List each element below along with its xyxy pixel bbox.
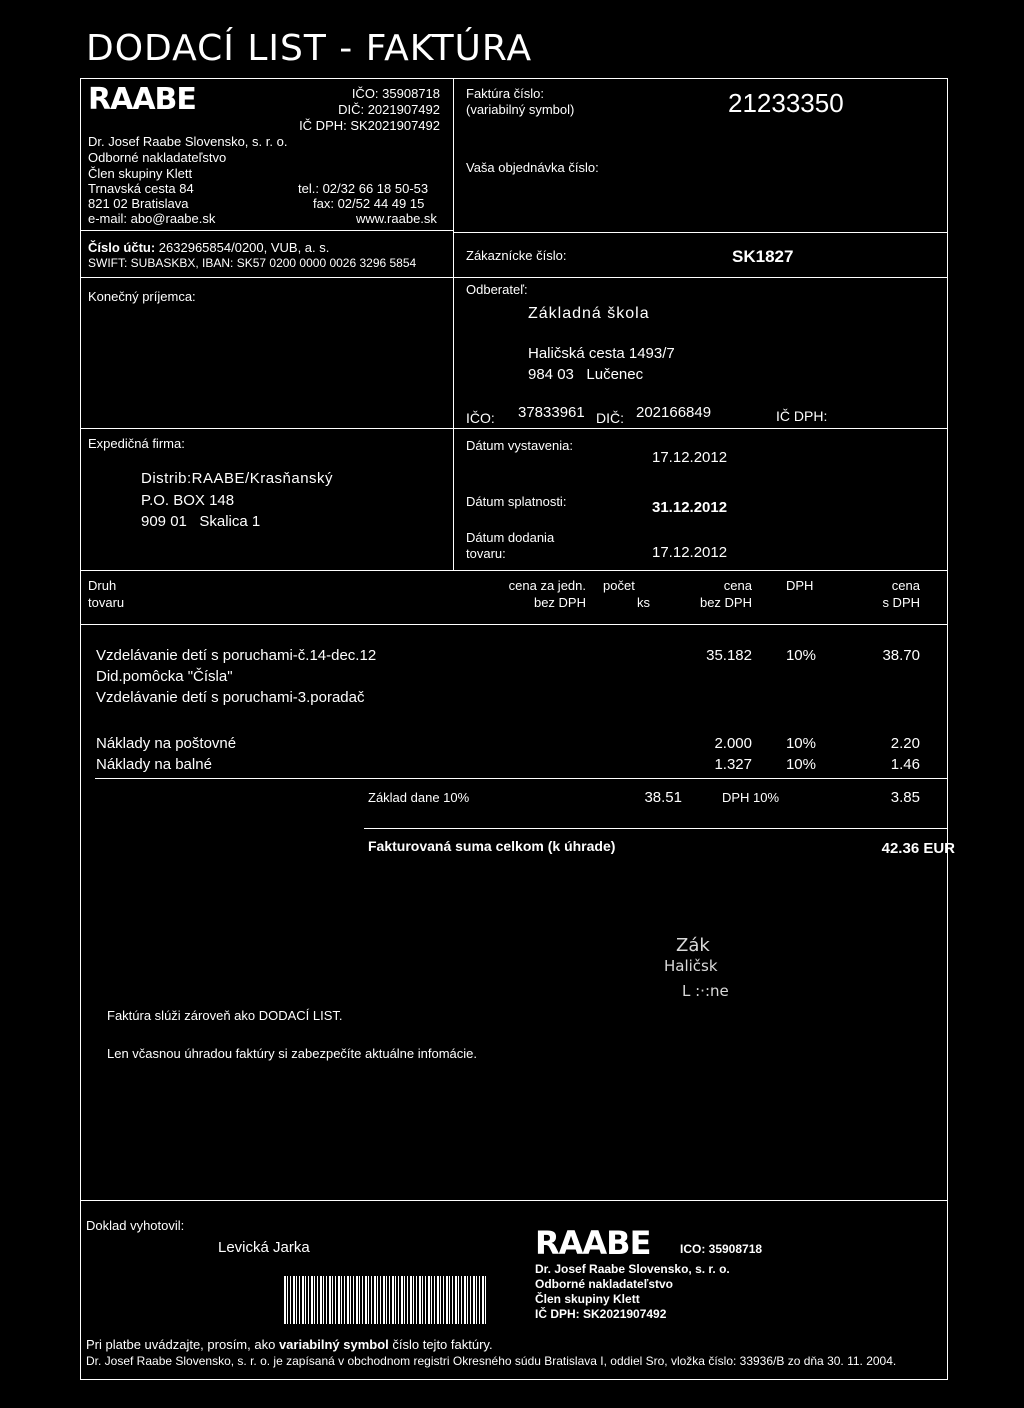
divider <box>80 624 948 625</box>
fee-gross: 1.46 <box>890 756 920 773</box>
divider <box>80 570 948 571</box>
customer-number-label: Zákaznícke číslo: <box>466 248 567 263</box>
customer-label: Odberateľ: <box>466 282 528 297</box>
item-net: 35.182 <box>706 647 752 664</box>
footer-ico: ICO: 35908718 <box>680 1242 763 1256</box>
item-desc: Vzdelávanie detí s poruchami-č.14-dec.12 <box>96 647 377 664</box>
delivery-date-label-1: Dátum dodania <box>466 530 555 545</box>
payment-hint <box>86 1337 493 1352</box>
invoice-frame <box>80 78 948 1380</box>
raabe-logo: RAABE <box>535 1224 651 1262</box>
payment-hint-text: Pri platbe uvádzajte, prosím, ako <box>86 1337 279 1352</box>
divider <box>80 277 948 278</box>
item-gross: 38.70 <box>882 647 920 664</box>
col-qty-1: počet <box>603 578 635 593</box>
divider <box>453 232 948 233</box>
footer-company: Dr. Josef Raabe Slovensko, s. r. o. <box>535 1262 730 1276</box>
supplier-dic: DIČ: 2021907492 <box>338 102 440 117</box>
vat-value: 3.85 <box>890 789 920 806</box>
issued-by: Levická Jarka <box>218 1239 310 1256</box>
vat-label: DPH 10% <box>722 790 780 805</box>
register-note: Dr. Josef Raabe Slovensko, s. r. o. je zapísaná v obchodnom registri Okresného súdu Bratislava I, oddiel Sro, vložka číslo: 33936/B zo dňa 30. 11. 2004. <box>86 1354 897 1368</box>
supplier-tel: tel.: 02/32 66 18 50-53 <box>298 181 429 196</box>
final-recipient-label: Konečný príjemca: <box>88 289 196 304</box>
fee-desc: Náklady na poštovné <box>96 735 237 752</box>
payment-note: Len včasnou úhradou faktúry si zabezpečíte aktuálne infomácie. <box>107 1046 478 1061</box>
item-desc: Did.pomôcka "Čísla" <box>96 668 233 685</box>
col-unit-1: cena za jedn. <box>508 578 586 593</box>
supplier-city: 821 02 Bratislava <box>88 196 189 211</box>
col-vat-1: DPH <box>786 578 814 593</box>
customer-dic: 202166849 <box>636 404 712 421</box>
variable-symbol-label: (variabilný symbol) <box>466 102 575 117</box>
fee-vat: 10% <box>785 756 816 773</box>
document-title: DODACÍ LIST - FAKTÚRA <box>86 28 533 69</box>
col-net-1: cena <box>723 578 752 593</box>
due-date-label: Dátum splatnosti: <box>466 494 567 509</box>
issue-date: 17.12.2012 <box>652 449 728 466</box>
barcode <box>284 1276 486 1324</box>
raabe-logo: RAABE <box>88 82 196 117</box>
col-unit-2: bez DPH <box>533 595 586 610</box>
item-desc: Vzdelávanie detí s poruchami-3.poradač <box>96 689 365 706</box>
supplier-line2: Odborné nakladateľstvo <box>88 150 227 165</box>
delivery-note: Faktúra slúži zároveň ako DODACÍ LIST. <box>107 1008 343 1023</box>
customer-ico: 37833961 <box>518 404 585 421</box>
col-goods-1: Druh <box>88 578 117 593</box>
customer-street: Haličská cesta 1493/7 <box>528 345 675 362</box>
tax-base-value: 38.51 <box>644 789 682 806</box>
swift-iban: SWIFT: SUBASKBX, IBAN: SK57 0200 0000 0026 3296 5854 <box>88 256 417 270</box>
payment-hint-bold: variabilný symbol <box>278 1337 389 1352</box>
divider <box>95 778 947 779</box>
stamp-line1: Zák <box>676 935 710 956</box>
customer-ico-label: IČO: <box>466 410 495 426</box>
invoice-number-label: Faktúra číslo: <box>466 86 545 101</box>
payment-hint-text: číslo tejto faktúry. <box>388 1337 493 1352</box>
shipping-city: 909 01 Skalica 1 <box>141 513 261 530</box>
fee-desc: Náklady na balné <box>96 756 212 773</box>
customer-city: 984 03 Lučenec <box>528 366 644 383</box>
account-row <box>88 240 329 255</box>
divider <box>364 828 947 829</box>
delivery-date: 17.12.2012 <box>652 544 728 561</box>
item-vat: 10% <box>785 647 816 664</box>
fee-net: 2.000 <box>714 735 752 752</box>
supplier-line3: Člen skupiny Klett <box>88 166 193 181</box>
supplier-street: Trnavská cesta 84 <box>88 181 194 196</box>
footer-line2: Odborné nakladateľstvo <box>535 1277 673 1291</box>
col-goods-2: tovaru <box>88 595 125 610</box>
fee-net: 1.327 <box>714 756 752 773</box>
total-value: 42.36 EUR <box>881 840 955 857</box>
due-date: 31.12.2012 <box>652 499 728 516</box>
account-number: 2632965854/0200, VUB, a. s. <box>158 240 330 255</box>
total-label: Fakturovaná suma celkom (k úhrade) <box>368 838 616 854</box>
customer-name: Základná škola <box>528 305 650 322</box>
shipping-name: Distrib:RAABE/Krasňanský <box>141 470 334 487</box>
divider <box>80 1200 948 1201</box>
col-gross-1: cena <box>891 578 920 593</box>
fee-gross: 2.20 <box>890 735 920 752</box>
supplier-name: Dr. Josef Raabe Slovensko, s. r. o. <box>88 134 288 149</box>
shipping-label: Expedičná firma: <box>88 436 185 451</box>
customer-dic-label: DIČ: <box>596 410 624 426</box>
divider <box>80 230 453 231</box>
order-number-label: Vaša objednávka číslo: <box>466 160 599 175</box>
account-label: Číslo účtu: <box>88 240 156 255</box>
customer-ic-dph-label: IČ DPH: <box>776 408 828 424</box>
col-gross-2: s DPH <box>882 595 920 610</box>
col-net-2: bez DPH <box>699 595 752 610</box>
supplier-ico: IČO: 35908718 <box>351 86 440 101</box>
customer-number: SK1827 <box>732 247 794 266</box>
invoice-number: 21233350 <box>728 88 844 118</box>
fee-vat: 10% <box>785 735 816 752</box>
stamp-line3: L :·:ne <box>682 982 729 1000</box>
stamp-line2: Haličsk <box>664 957 718 975</box>
shipping-box: P.O. BOX 148 <box>141 492 235 509</box>
col-qty-2: ks <box>637 595 650 610</box>
issue-date-label: Dátum vystavenia: <box>466 438 573 453</box>
divider <box>80 428 948 429</box>
supplier-ic-dph: IČ DPH: SK2021907492 <box>299 118 440 133</box>
supplier-email: e-mail: abo@raabe.sk <box>88 211 216 226</box>
divider-vertical <box>453 78 454 570</box>
tax-base-label: Základ dane 10% <box>368 790 470 805</box>
supplier-fax: fax: 02/52 44 49 15 <box>313 196 425 211</box>
footer-line3: Člen skupiny Klett <box>535 1292 640 1306</box>
delivery-date-label-2: tovaru: <box>466 546 506 561</box>
footer-ic-dph: IČ DPH: SK2021907492 <box>535 1307 667 1321</box>
issued-by-label: Doklad vyhotovil: <box>86 1218 185 1233</box>
supplier-web: www.raabe.sk <box>356 211 437 226</box>
